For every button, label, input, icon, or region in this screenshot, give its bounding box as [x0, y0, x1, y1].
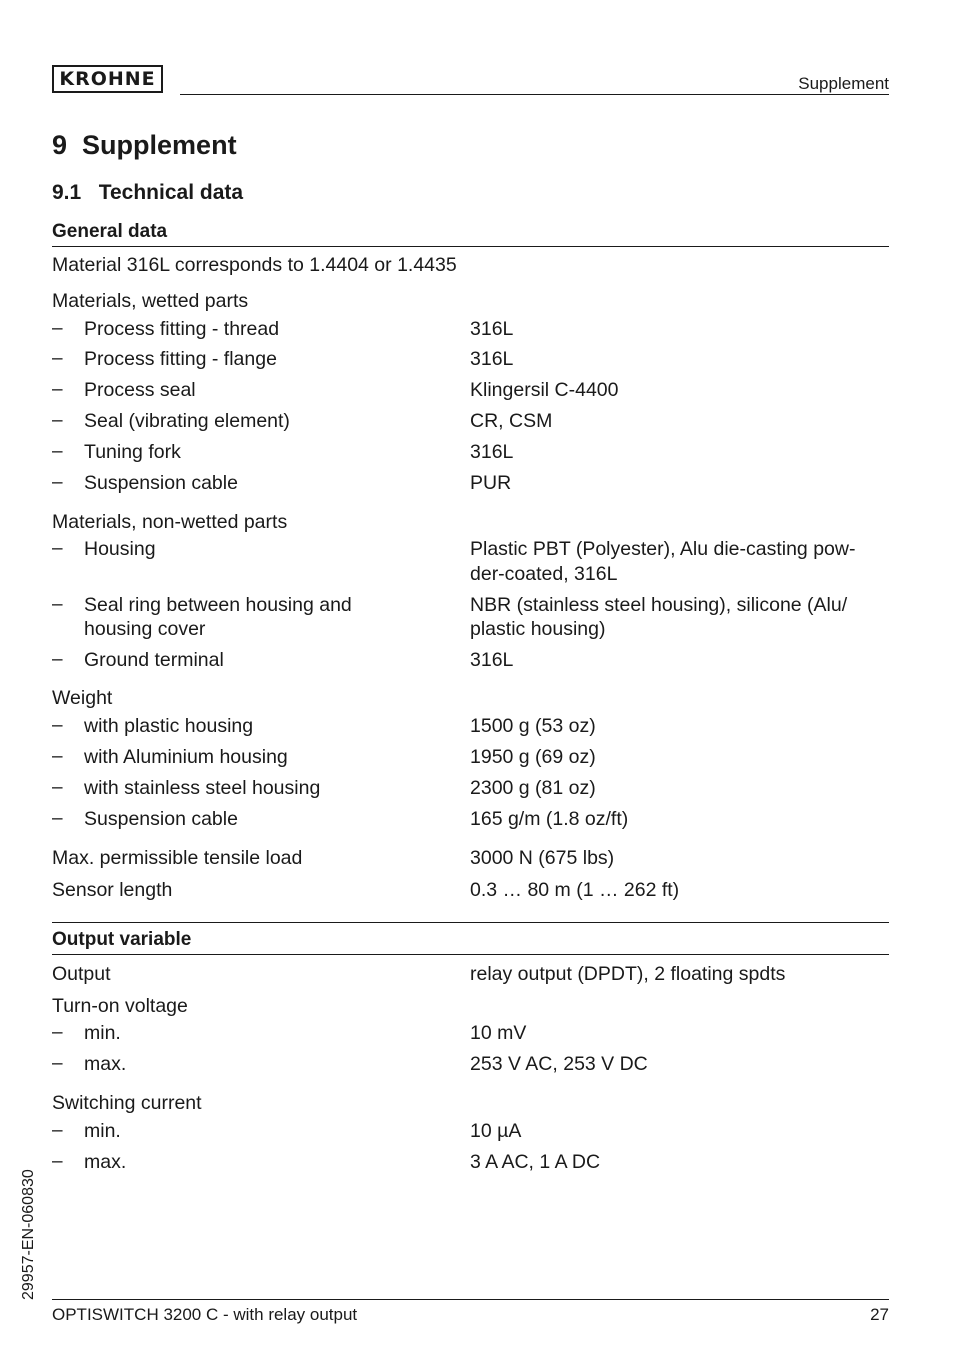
tensile-load-value: 3000 N (675 lbs) [470, 847, 615, 869]
bullet-dash: – [52, 1053, 63, 1074]
output-value: relay output (DPDT), 2 floating spdts [470, 963, 786, 985]
spec-label: Tuning fork [84, 441, 181, 463]
general-data-heading: General data [52, 221, 168, 242]
section-title-text: Technical data [98, 181, 244, 204]
spec-label: Seal ring between housing and [84, 594, 352, 616]
bullet-dash: – [52, 746, 63, 767]
material-note: Material 316L corresponds to 1.4404 or 1.4435 [52, 254, 457, 276]
page-number: 27 [870, 1305, 889, 1324]
general-data-rule [52, 246, 889, 247]
spec-value: 316L [470, 318, 514, 340]
spec-label: Seal (vibrating element) [84, 410, 290, 432]
spec-value: NBR (stainless steel housing), silicone (Alu/ [470, 594, 848, 616]
spec-value: 253 V AC, 253 V DC [470, 1053, 648, 1075]
chapter-title [52, 130, 237, 161]
spec-label: Process seal [84, 379, 196, 401]
spec-value: 10 µA [470, 1120, 522, 1142]
section-number: 9.1 [52, 181, 82, 204]
spec-label: Ground terminal [84, 649, 224, 671]
bullet-dash: – [52, 1022, 63, 1043]
spec-label: min. [84, 1022, 121, 1044]
bullet-dash: – [52, 472, 63, 493]
spec-label: with plastic housing [84, 715, 254, 737]
spec-value: PUR [470, 472, 512, 494]
output-label: Output [52, 963, 111, 985]
output-variable-top-rule [52, 922, 889, 923]
bullet-dash: – [52, 441, 63, 462]
bullet-dash: – [52, 348, 63, 369]
spec-value: 1500 g (53 oz) [470, 715, 596, 737]
spec-label: Process fitting - flange [84, 348, 277, 370]
spec-value: 2300 g (81 oz) [470, 777, 596, 799]
spec-value: 3 A AC, 1 A DC [470, 1151, 601, 1173]
bullet-dash: – [52, 410, 63, 431]
document-code: 29957-EN-060830 [20, 1169, 37, 1300]
bullet-dash: – [52, 1151, 63, 1172]
spec-label: with Aluminium housing [84, 746, 288, 768]
spec-value: 316L [470, 649, 514, 671]
bullet-dash: – [52, 808, 63, 829]
spec-value-continued: plastic housing) [470, 618, 606, 640]
spec-label: min. [84, 1120, 121, 1142]
spec-label: Suspension cable [84, 472, 238, 494]
spec-value: 10 mV [470, 1022, 527, 1044]
bullet-dash: – [52, 1120, 63, 1141]
spec-value: 165 g/m (1.8 oz/ft) [470, 808, 629, 830]
spec-value: CR, CSM [470, 410, 553, 432]
turn-on-voltage-title: Turn-on voltage [52, 995, 188, 1017]
spec-label: max. [84, 1151, 127, 1173]
bullet-dash: – [52, 777, 63, 798]
footer-rule [52, 1299, 889, 1300]
output-variable-heading: Output variable [52, 929, 192, 950]
spec-value: 1950 g (69 oz) [470, 746, 596, 768]
tensile-load-label: Max. permissible tensile load [52, 847, 303, 869]
spec-label: max. [84, 1053, 127, 1075]
sensor-length-label: Sensor length [52, 879, 173, 901]
bullet-dash: – [52, 594, 63, 615]
bullet-dash: – [52, 318, 63, 339]
spec-value-continued: der-coated, 316L [470, 563, 618, 585]
wetted-parts-title: Materials, wetted parts [52, 290, 249, 312]
bullet-dash: – [52, 379, 63, 400]
header-rule [180, 94, 889, 95]
spec-label-continued: housing cover [84, 618, 206, 640]
weight-title: Weight [52, 687, 113, 709]
switching-current-title: Switching current [52, 1092, 202, 1114]
spec-value: Klingersil C-4400 [470, 379, 619, 401]
krohne-logo [52, 65, 163, 93]
header-section-title: Supplement [798, 74, 889, 93]
bullet-dash: – [52, 538, 63, 559]
output-variable-rule [52, 954, 889, 955]
section-title [52, 181, 243, 205]
bullet-dash: – [52, 649, 63, 670]
spec-label: Suspension cable [84, 808, 238, 830]
spec-label: Housing [84, 538, 156, 560]
spec-value: Plastic PBT (Polyester), Alu die-casting pow- [470, 538, 856, 560]
spec-label: with stainless steel housing [84, 777, 321, 799]
chapter-title-text: Supplement [82, 130, 237, 160]
spec-value: 316L [470, 441, 514, 463]
spec-label: Process fitting - thread [84, 318, 280, 340]
spec-value: 316L [470, 348, 514, 370]
footer-product-name: OPTISWITCH 3200 C - with relay output [52, 1305, 358, 1324]
nonwetted-parts-title: Materials, non-wetted parts [52, 511, 288, 533]
bullet-dash: – [52, 715, 63, 736]
sensor-length-value: 0.3 … 80 m (1 … 262 ft) [470, 879, 680, 901]
logo-text: KROHNE [59, 67, 156, 90]
chapter-number: 9 [52, 130, 68, 160]
